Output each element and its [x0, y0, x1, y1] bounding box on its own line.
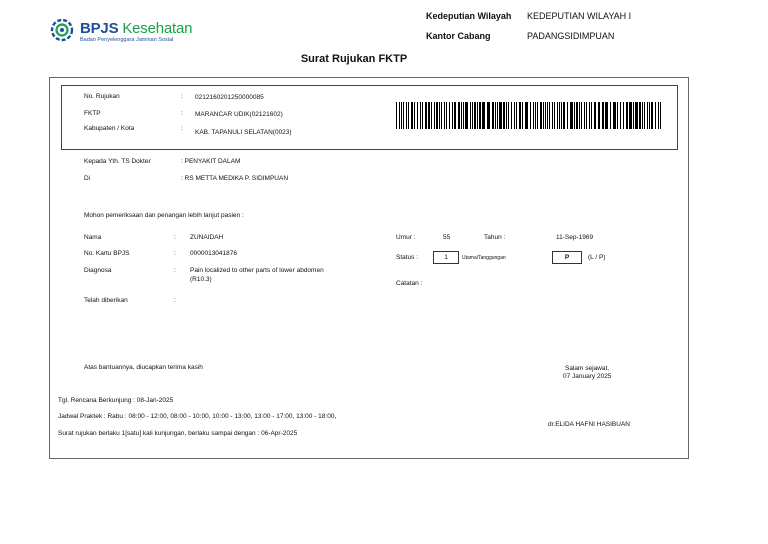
document-title: Surat Rujukan FKTP — [300, 53, 408, 65]
logo-subtitle: Badan Penyelenggara Jaminan Sosial — [80, 37, 174, 43]
sign-date: 07 January 2025 — [563, 373, 612, 380]
status-box: 1 — [433, 251, 459, 264]
umur-label: Umur : — [396, 234, 416, 241]
diagnosa-label: Diagnosa — [84, 267, 112, 274]
berlaku-text: Surat rujukan berlaku 1[satu] kali kunjungan, berlaku sampai dengan : 06-Apr-2025 — [58, 430, 298, 437]
di-value: : RS METTA MEDIKA P. SIDIMPUAN — [181, 175, 289, 182]
colon: : — [181, 125, 183, 132]
wilayah-label: Kedeputian Wilayah — [426, 11, 512, 21]
kepada-value: : PENYAKIT DALAM — [181, 158, 241, 165]
kepada-label: Kepada Yth. TS Dokter — [84, 158, 151, 165]
colon: : — [181, 93, 183, 100]
tanggal-lahir: 11-Sep-1969 — [556, 234, 594, 241]
kartu-label: No. Kartu BPJS — [84, 250, 130, 257]
gender-box: P — [552, 251, 582, 264]
kabupaten-label: Kabupaten / Kota — [84, 125, 135, 132]
jadwal-praktek: Jadwal Praktek : Rabu : 08:00 - 12:00, 08:00 - 10:00, 10:00 - 13:00, 13:00 - 17:00, 13:00 - 18:00, — [58, 413, 337, 420]
kabupaten-value: KAB. TAPANULI SELATAN(0023) — [195, 129, 292, 136]
colon: : — [174, 250, 176, 257]
catatan-label: Catatan : — [396, 280, 423, 287]
fktp-value: MARANCAR UDIK(02121602) — [195, 111, 283, 118]
fktp-label: FKTP — [84, 110, 101, 117]
diagnosa-code: (R10.3) — [190, 276, 212, 283]
colon: : — [174, 267, 176, 274]
nama-label: Nama — [84, 234, 102, 241]
no-rujukan-label: No. Rujukan — [84, 93, 120, 100]
colon: : — [174, 297, 176, 304]
wilayah-value: KEDEPUTIAN WILAYAH I — [527, 11, 632, 21]
thanks-text: Atas bantuannya, diucapkan terima kasih — [84, 364, 203, 371]
rencana-berkunjung: Tgl. Rencana Berkunjung : 08-Jan-2025 — [58, 397, 174, 404]
no-rujukan-value: 0212160201250000085 — [195, 94, 264, 101]
kartu-value: 0000013041876 — [190, 250, 237, 257]
status-desc: Utama/Tanggungan — [462, 255, 506, 261]
doctor-name: dr.ELIDA HAFNI HASIBUAN — [548, 421, 630, 428]
bpjs-emblem-icon — [50, 18, 74, 42]
cabang-value: PADANGSIDIMPUAN — [527, 31, 615, 41]
umur-value: 55 — [443, 234, 451, 241]
diberikan-label: Telah diberikan — [84, 297, 128, 304]
tahun-label: Tahun : — [484, 234, 506, 241]
nama-value: ZUNAIDAH — [190, 234, 224, 241]
colon: : — [174, 234, 176, 241]
bpjs-logo — [50, 18, 210, 46]
salam-text: Salam sejawat, — [565, 365, 610, 372]
diagnosa-value: Pain localized to other parts of lower abdomen — [190, 267, 324, 274]
logo-name: BPJS Kesehatan — [80, 20, 193, 37]
di-label: Di — [84, 175, 91, 182]
barcode — [396, 102, 661, 129]
intro-text: Mohon pemeriksaan dan penangan lebih lanjut pasien : — [84, 212, 244, 219]
gender-desc: (L / P) — [588, 254, 606, 261]
cabang-label: Kantor Cabang — [426, 31, 491, 41]
status-label: Status : — [396, 254, 419, 261]
colon: : — [181, 110, 183, 117]
